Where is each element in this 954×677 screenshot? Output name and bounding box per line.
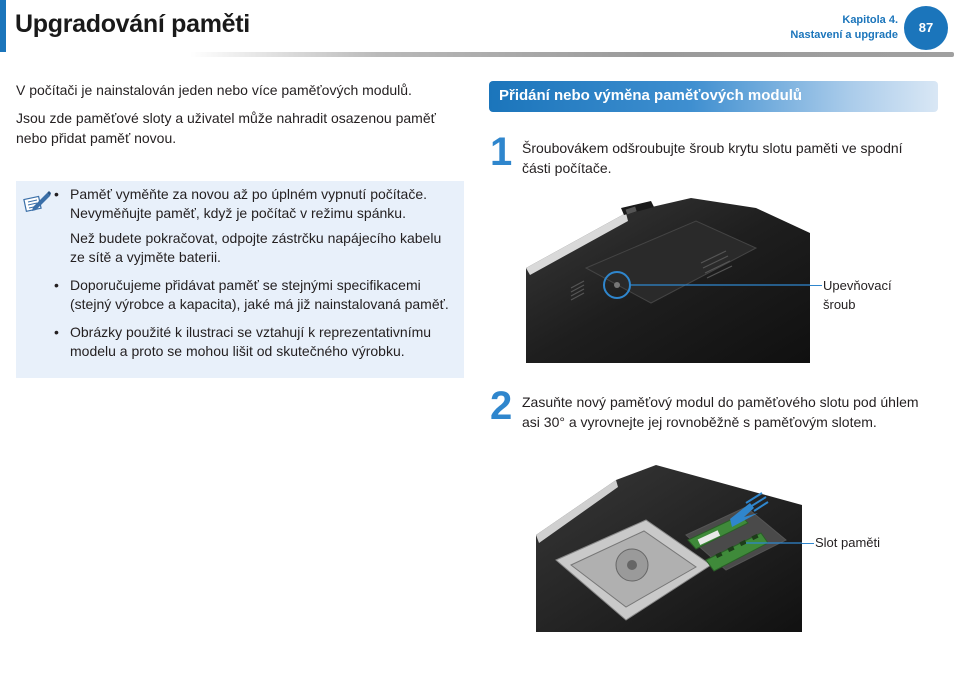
memory-slot-illustration	[536, 465, 802, 632]
note-list	[54, 185, 459, 370]
intro-paragraph-2: Jsou zde paměťové sloty a uživatel může nahradit osazenou paměť nebo přidat paměť novou.	[16, 110, 436, 146]
bullet: •	[54, 324, 59, 340]
note-item-1b: Než budete pokračovat, odpojte zástrčku napájecího kabelu ze sítě a vyjměte baterii.	[70, 230, 442, 265]
intro-paragraph-1: V počítači je nainstalován jeden nebo více paměťových modulů.	[16, 82, 412, 98]
note-item	[54, 323, 459, 361]
title-accent-bar	[0, 0, 6, 52]
note-item-2: Doporučujeme přidávat paměť se stejnými specifikacemi (stejný výrobce a kapacita), jaké má již nainstalovaná paměť.	[70, 277, 449, 312]
step-2-number: 2	[490, 384, 513, 428]
page-title: Upgradování paměti	[15, 10, 250, 38]
screw-callout-label: Upevňovací šroub	[823, 278, 892, 312]
memory-slot-callout-label: Slot paměti	[815, 535, 881, 550]
step-1-number: 1	[490, 130, 513, 174]
note-item	[54, 276, 459, 314]
step-2-text: Zasuňte nový paměťový modul do paměťového slotu pod úhlem asi 30° a vyrovnejte jej rovnoběžně s paměťovým slotem.	[522, 394, 919, 430]
chapter-label	[790, 13, 898, 43]
note-box	[16, 181, 464, 378]
pencil-note-icon	[23, 189, 51, 215]
callout-line	[802, 543, 814, 544]
note-item-1: Paměť vyměňte za novou až po úplném vypnutí počítače. Nevyměňujte paměť, když je počítač v režimu spánku.	[70, 186, 428, 221]
step-1-text: Šroubovákem odšroubujte šroub krytu slotu paměti ve spodní části počítače.	[522, 140, 903, 176]
laptop-bottom-illustration	[526, 193, 810, 363]
section-title: Přidání nebo výměna paměťových modulů	[499, 87, 803, 104]
page-number-badge: 87	[904, 6, 948, 50]
bullet: •	[54, 186, 59, 202]
intro-text	[16, 80, 461, 156]
note-item	[54, 185, 459, 267]
chapter-title: Nastavení a upgrade	[790, 29, 898, 41]
laptop-bottom-photo	[526, 193, 810, 363]
bullet: •	[54, 277, 59, 293]
memory-slot-photo	[536, 465, 802, 632]
callout-line	[810, 285, 822, 286]
header-divider	[190, 52, 954, 57]
chapter-number: Kapitola 4.	[842, 14, 898, 26]
section-header	[489, 81, 938, 112]
note-item-3: Obrázky použité k ilustraci se vztahují k reprezentativnímu modelu a proto se mohou lišit od skutečného výrobku.	[70, 324, 432, 359]
